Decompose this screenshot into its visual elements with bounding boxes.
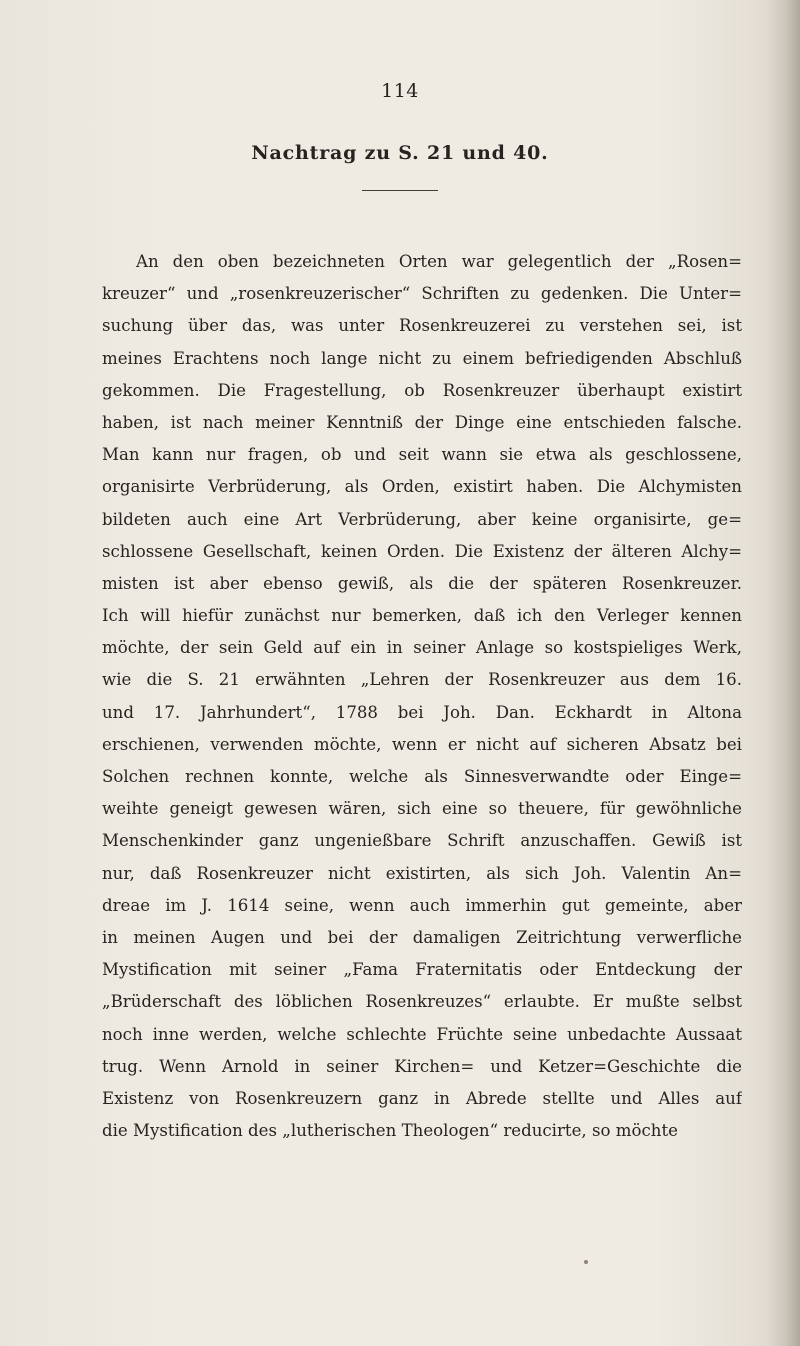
text-line: organisirte Verbrüderung, als Orden, existirt haben. Die Alchymisten [102,477,742,497]
text-line: Existenz von Rosenkreuzern ganz in Abrede stellte und Alles auf [102,1088,742,1108]
text-line: haben, ist nach meiner Kenntniß der Dinge eine entschieden falsche. [102,412,742,432]
text-line: misten ist aber ebenso gewiß, als die der späteren Rosenkreuzer. [102,573,742,593]
text-line: möchte, der sein Geld auf ein in seiner Anlage so kostspieliges Werk, [102,638,742,658]
text-line: trug. Wenn Arnold in seiner Kirchen= und Ketzer=Geschichte die [102,1056,742,1076]
text-line: „Brüderschaft des löblichen Rosenkreuzes“ erlaubte. Er mußte selbst [102,992,742,1012]
page-number: 114 [381,80,419,102]
text-line: dreae im J. 1614 seine, wenn auch immerhin gut gemeinte, aber [102,895,742,915]
text-line: Solchen rechnen konnte, welche als Sinnesverwandte oder Einge= [102,767,742,786]
text-line: erschienen, verwenden möchte, wenn er nicht auf sicheren Absatz bei [102,734,742,754]
text-line: schlossene Gesellschaft, keinen Orden. Die Existenz der älteren Alchy= [102,541,742,561]
text-line: in meinen Augen und bei der damaligen Zeitrichtung verwerfliche [102,927,742,947]
heading-divider [362,190,438,191]
section-heading: Nachtrag zu S. 21 und 40. [251,142,549,164]
text-line: Mystification mit seiner „Fama Fraternitatis oder Entdeckung der [102,960,742,980]
text-line: meines Erachtens noch lange nicht zu einem befriedigenden Abschluß [102,348,742,368]
page-edge-shadow [766,0,800,1346]
body-text [102,246,742,1147]
text-line: An den oben bezeichneten Orten war gelegentlich der „Rosen= [136,252,742,271]
text-line: Menschenkinder ganz ungenießbare Schrift anzuschaffen. Gewiß ist [102,831,742,851]
text-line: Man kann nur fragen, ob und seit wann sie etwa als geschlossene, [102,445,742,465]
text-line: nur, daß Rosenkreuzer nicht existirten, als sich Joh. Valentin An= [102,863,742,883]
text-line: gekommen. Die Fragestellung, ob Rosenkreuzer überhaupt existirt [102,380,742,400]
text-line: und 17. Jahrhundert“, 1788 bei Joh. Dan. Eckhardt in Altona [102,702,742,722]
text-line: bildeten auch eine Art Verbrüderung, aber keine organisirte, ge= [102,509,742,529]
paper-speck [584,1260,588,1264]
text-line: die Mystification des „lutherischen Theologen“ reducirte, so möchte [102,1121,678,1141]
text-line: noch inne werden, welche schlechte Früchte seine unbedachte Aussaat [102,1024,742,1044]
text-line: wie die S. 21 erwähnten „Lehren der Rosenkreuzer aus dem 16. [102,670,742,690]
text-line: weihte geneigt gewesen wären, sich eine so theuere, für gewöhnliche [102,799,742,819]
text-line: kreuzer“ und „rosenkreuzerischer“ Schriften zu gedenken. Die Unter= [102,284,742,304]
text-line: suchung über das, was unter Rosenkreuzerei zu verstehen sei, ist [102,316,742,336]
text-line: Ich will hiefür zunächst nur bemerken, daß ich den Verleger kennen [102,606,742,626]
